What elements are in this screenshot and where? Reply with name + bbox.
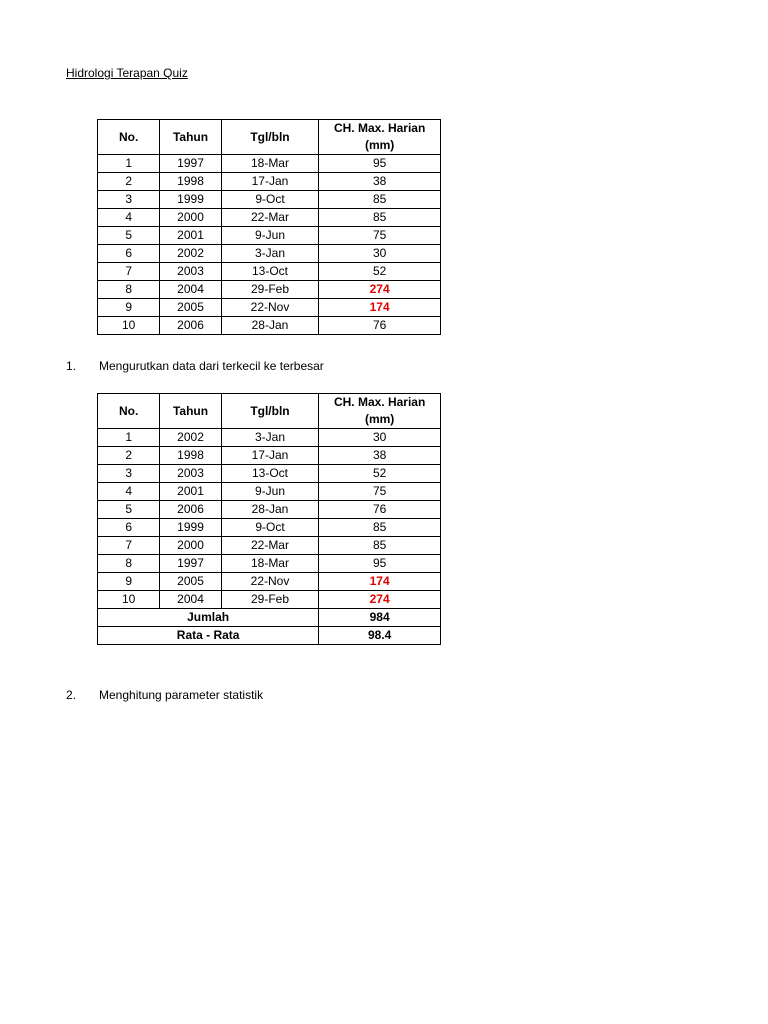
cell-tahun: 2002 [160, 429, 221, 447]
table-row [98, 173, 441, 191]
cell-tgl: 22-Mar [221, 537, 319, 555]
cell-no: 5 [98, 501, 160, 519]
cell-no: 1 [98, 429, 160, 447]
cell-no: 3 [98, 191, 160, 209]
table-row [98, 501, 441, 519]
table-row [98, 555, 441, 573]
cell-ch: 85 [319, 209, 441, 227]
cell-no: 9 [98, 299, 160, 317]
step-1-text: Mengurutkan data dari terkecil ke terbesar [99, 359, 324, 373]
table-row [98, 209, 441, 227]
cell-tahun: 2002 [160, 245, 221, 263]
cell-tahun: 1999 [160, 191, 221, 209]
cell-tgl: 17-Jan [221, 173, 319, 191]
cell-tahun: 1997 [160, 155, 221, 173]
cell-no: 4 [98, 209, 160, 227]
cell-tahun: 2004 [160, 281, 221, 299]
header-ch-label: CH. Max. Harian [333, 395, 426, 409]
cell-tgl: 3-Jan [221, 245, 319, 263]
cell-ch: 76 [319, 501, 441, 519]
cell-tgl: 18-Mar [221, 555, 319, 573]
sum-value: 984 [319, 609, 441, 627]
table-row [98, 299, 441, 317]
cell-tgl: 9-Jun [221, 483, 319, 501]
cell-ch: 85 [319, 191, 441, 209]
step-2-number: 2. [66, 688, 77, 702]
cell-tgl: 3-Jan [221, 429, 319, 447]
step-2-text: Menghitung parameter statistik [99, 688, 264, 702]
table-row [98, 191, 441, 209]
average-label: Rata - Rata [98, 627, 319, 645]
header-ch-unit: (mm) [364, 412, 395, 426]
cell-no: 5 [98, 227, 160, 245]
header-no: No. [98, 394, 160, 429]
sum-row [98, 609, 441, 627]
cell-tgl: 22-Nov [221, 299, 319, 317]
cell-ch: 85 [319, 537, 441, 555]
table-row [98, 591, 441, 609]
header-tahun: Tahun [160, 394, 221, 429]
cell-ch: 38 [319, 173, 441, 191]
table-row [98, 447, 441, 465]
cell-no: 8 [98, 281, 160, 299]
cell-tgl: 28-Jan [221, 317, 319, 335]
table-row [98, 537, 441, 555]
cell-tahun: 2006 [160, 317, 221, 335]
average-row [98, 627, 441, 645]
header-tgl: Tgl/bln [221, 394, 319, 429]
table-row [98, 429, 441, 447]
cell-tgl: 9-Oct [221, 519, 319, 537]
cell-ch: 30 [319, 429, 441, 447]
cell-no: 6 [98, 519, 160, 537]
table-header-row [98, 120, 441, 155]
rainfall-table-sorted [97, 393, 441, 645]
cell-tgl: 9-Oct [221, 191, 319, 209]
cell-tahun: 1999 [160, 519, 221, 537]
cell-ch: 76 [319, 317, 441, 335]
cell-tahun: 2006 [160, 501, 221, 519]
cell-tgl: 18-Mar [221, 155, 319, 173]
cell-tahun: 1997 [160, 555, 221, 573]
cell-no: 8 [98, 555, 160, 573]
cell-no: 2 [98, 447, 160, 465]
table-row [98, 465, 441, 483]
step-1-number: 1. [66, 359, 77, 373]
cell-ch: 274 [319, 281, 441, 299]
table-row [98, 519, 441, 537]
page-title: Hidrologi Terapan Quiz [66, 66, 188, 80]
cell-ch: 52 [319, 465, 441, 483]
cell-tgl: 13-Oct [221, 263, 319, 281]
cell-tgl: 29-Feb [221, 591, 319, 609]
cell-ch: 52 [319, 263, 441, 281]
cell-no: 3 [98, 465, 160, 483]
cell-no: 7 [98, 537, 160, 555]
cell-tgl: 9-Jun [221, 227, 319, 245]
cell-tahun: 2003 [160, 263, 221, 281]
cell-ch: 95 [319, 155, 441, 173]
cell-no: 10 [98, 317, 160, 335]
table-row [98, 281, 441, 299]
cell-tahun: 2005 [160, 573, 221, 591]
cell-tgl: 22-Nov [221, 573, 319, 591]
cell-no: 10 [98, 591, 160, 609]
header-tahun: Tahun [160, 120, 221, 155]
header-ch [319, 120, 441, 155]
header-tgl: Tgl/bln [221, 120, 319, 155]
cell-ch: 75 [319, 483, 441, 501]
cell-tahun: 1998 [160, 447, 221, 465]
cell-ch: 38 [319, 447, 441, 465]
cell-tahun: 2001 [160, 227, 221, 245]
cell-ch: 75 [319, 227, 441, 245]
cell-tahun: 2005 [160, 299, 221, 317]
cell-ch: 274 [319, 591, 441, 609]
header-ch-label: CH. Max. Harian [333, 121, 426, 135]
header-ch-unit: (mm) [364, 138, 395, 152]
cell-tgl: 13-Oct [221, 465, 319, 483]
cell-tgl: 22-Mar [221, 209, 319, 227]
cell-ch: 85 [319, 519, 441, 537]
cell-no: 4 [98, 483, 160, 501]
header-no: No. [98, 120, 160, 155]
cell-tahun: 2000 [160, 537, 221, 555]
cell-no: 2 [98, 173, 160, 191]
cell-tgl: 28-Jan [221, 501, 319, 519]
table-row [98, 227, 441, 245]
cell-no: 1 [98, 155, 160, 173]
table-row [98, 483, 441, 501]
table-row [98, 573, 441, 591]
cell-tahun: 2000 [160, 209, 221, 227]
cell-tahun: 2004 [160, 591, 221, 609]
cell-no: 7 [98, 263, 160, 281]
sum-label: Jumlah [98, 609, 319, 627]
cell-ch: 30 [319, 245, 441, 263]
cell-tahun: 2003 [160, 465, 221, 483]
rainfall-table-original [97, 119, 441, 335]
cell-no: 9 [98, 573, 160, 591]
header-ch [319, 394, 441, 429]
table-row [98, 155, 441, 173]
cell-ch: 174 [319, 573, 441, 591]
table-row [98, 317, 441, 335]
cell-tahun: 1998 [160, 173, 221, 191]
table-row [98, 245, 441, 263]
average-value: 98.4 [319, 627, 441, 645]
cell-tgl: 29-Feb [221, 281, 319, 299]
cell-ch: 174 [319, 299, 441, 317]
table-row [98, 263, 441, 281]
cell-ch: 95 [319, 555, 441, 573]
table-header-row [98, 394, 441, 429]
cell-tgl: 17-Jan [221, 447, 319, 465]
cell-tahun: 2001 [160, 483, 221, 501]
cell-no: 6 [98, 245, 160, 263]
